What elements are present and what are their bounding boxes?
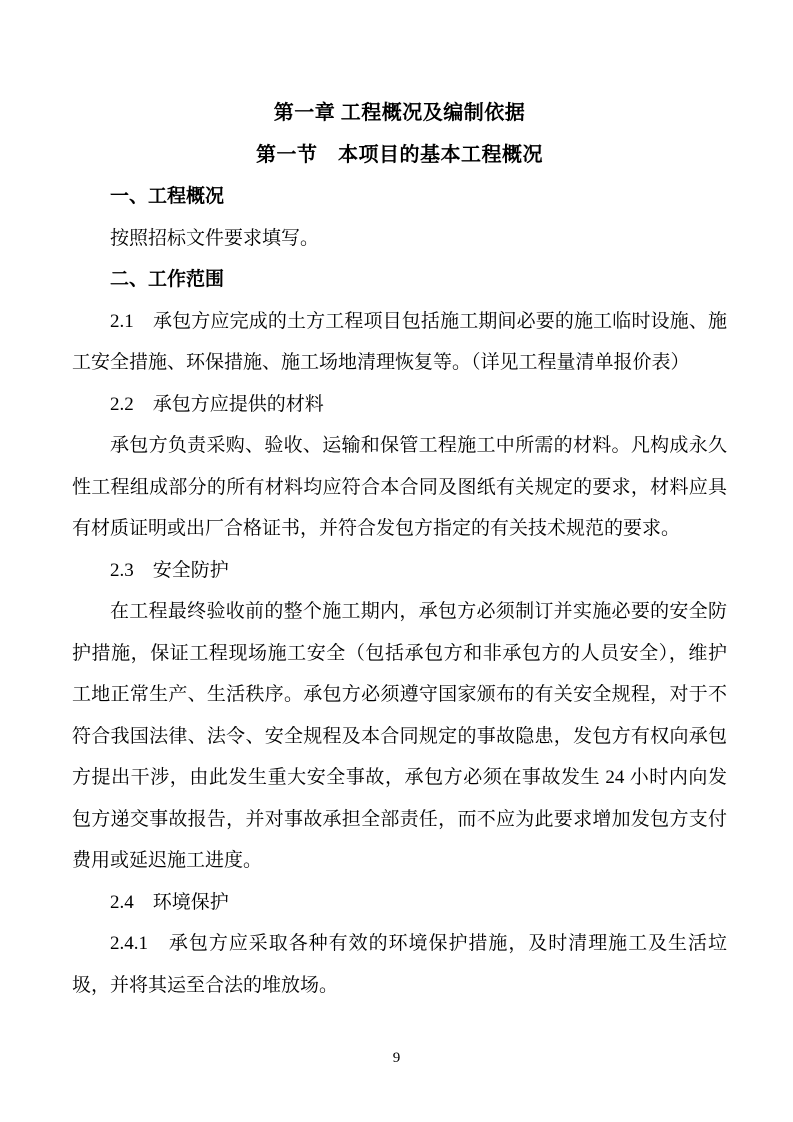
body-paragraph: 按照招标文件要求填写。	[110, 227, 320, 249]
page-number: 9	[392, 1050, 401, 1066]
section-heading: 第一节 本项目的基本工程概况	[256, 144, 543, 166]
body-heading-work-scope: 二、工作范围	[110, 269, 225, 290]
body-subheading-materials: 2.2 承包方应提供的材料	[110, 393, 324, 415]
body-text	[72, 176, 727, 1006]
body-subheading-environment: 2.4 环境保护	[110, 891, 229, 913]
body-paragraph: 2.4.1 承包方应采取各种有效的环境保护措施，及时清理施工及生活垃圾，并将其运至合法的堆放场。	[72, 933, 727, 996]
chapter-heading: 第一章 工程概况及编制依据	[273, 102, 526, 124]
body-paragraph: 承包方负责采购、验收、运输和保管工程施工中所需的材料。凡构成永久性工程组成部分的所有材料均应符合本合同及图纸有关规定的要求，材料应具有材质证明或出厂合格证书，并符合发包方指定的有关技术规范的要求。	[72, 435, 727, 539]
body-paragraph: 在工程最终验收前的整个施工期内，承包方必须制订并实施必要的安全防护措施，保证工程现场施工安全（包括承包方和非承包方的人员安全），维护工地正常生产、生活秩序。承包方必须遵守国家颁布的有关安全规程，对于不符合我国法律、法令、安全规程及本合同规定的事故隐患，发包方有权向承包方提出干涉，由此发生重大安全事故，承包方必须在事故发生 24 小时内向发包方递交事故报告，并对事故承担全部责任，而不应为此要求增加发包方支付费用或延迟施工进度。	[72, 601, 727, 871]
body-subheading-safety: 2.3 安全防护	[110, 559, 229, 581]
body-paragraph: 2.1 承包方应完成的土方工程项目包括施工期间必要的施工临时设施、施工安全措施、环保措施、施工场地清理恢复等。（详见工程量清单报价表）	[72, 310, 727, 373]
body-heading-project-overview: 一、工程概况	[110, 186, 225, 207]
